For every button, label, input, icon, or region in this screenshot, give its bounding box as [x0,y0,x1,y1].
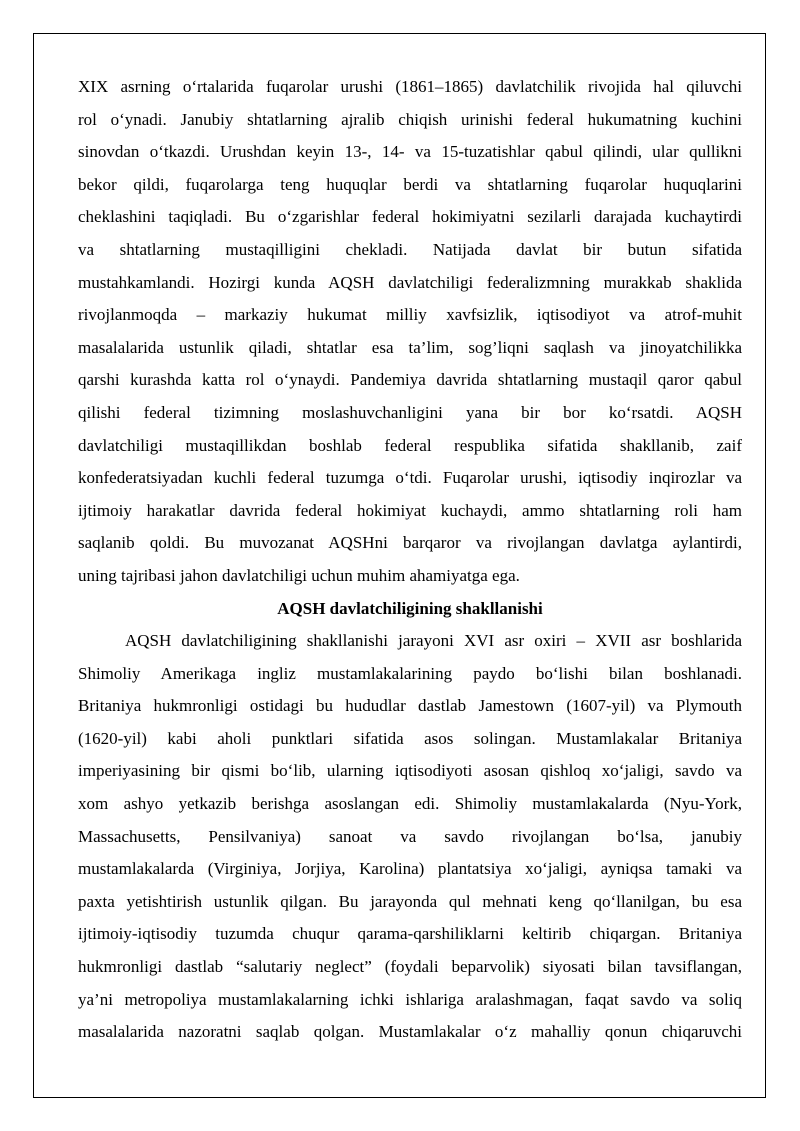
text-line: konfederatsiyadan kuchli federal tuzumga o‘tdi. Fuqarolar urushi, iqtisodiy inqirozlar va [78,468,742,488]
text-line: (1620-yil) kabi aholi punktlari sifatida asos solingan. Mustamlakalar Britaniya [78,728,742,748]
text-line: cheklashini taqiqladi. Bu o‘zgarishlar federal hokimiyatni sezilarli darajada kuchaytirdi [78,207,742,227]
text-line: qilishi federal tizimning moslashuvchanligini yana bir bor ko‘rsatdi. AQSH [78,402,742,422]
text-line: ijtimoiy-iqtisodiy tuzumda chuqur qarama-qarshiliklarni keltirib chiqargan. Britaniya [78,924,742,944]
text-line: paxta yetishtirish ustunlik qilgan. Bu jarayonda qul mehnati keng qo‘llanilgan, bu esa [78,891,742,911]
text-line: ijtimoiy harakatlar davrida federal hokimiyat kuchaydi, ammo shtatlarning roli ham [78,500,742,520]
text-line: davlatchiligi mustaqillikdan boshlab federal respublika sifatida shakllanib, zaif [78,435,742,455]
text-line: rol o‘ynadi. Janubiy shtatlarning ajralib chiqish urinishi federal hukumatning kuchini [78,109,742,129]
text-line: AQSH davlatchiligining shakllanishi jarayoni XVI asr oxiri – XVII asr boshlarida [125,631,742,651]
text-line: qarshi kurashda katta rol o‘ynaydi. Pandemiya davrida shtatlarning mustaqil qaror qabul [78,370,742,390]
paragraph-1 [78,71,742,593]
text-line: xom ashyo yetkazib berishga asoslangan edi. Shimoliy mustamlakalarda (Nyu-York, [78,794,742,814]
text-line: ya’ni metropoliya mustamlakalarning ichki ishlariga aralashmagan, faqat savdo va soliq [78,989,742,1009]
text-line: va shtatlarning mustaqilligini chekladi. Natijada davlat bir butun sifatida [78,239,742,259]
text-line: rivojlanmoqda – markaziy hukumat milliy xavfsizlik, iqtisodiyot va atrof-muhit [78,305,742,325]
text-line: mustamlakalarda (Virginiya, Jorjiya, Karolina) plantatsiya xo‘jaligi, ayniqsa tamaki va [78,859,742,879]
document-body [78,71,742,1049]
text-line: masalalarida nazoratni saqlab qolgan. Mustamlakalar o‘z mahalliy qonun chiqaruvchi [78,1022,742,1042]
text-line: hukmronligi dastlab “salutariy neglect” (foydali beparvolik) siyosati bilan tavsiflangan, [78,957,742,977]
text-line: sinovdan o‘tkazdi. Urushdan keyin 13-, 14- va 15-tuzatishlar qabul qilindi, ular qullikni [78,142,742,162]
text-line: Britaniya hukmronligi ostidagi bu hududlar dastlab Jamestown (1607-yil) va Plymouth [78,696,742,716]
text-line: Massachusetts, Pensilvaniya) sanoat va savdo rivojlangan bo‘lsa, janubiy [78,826,742,846]
text-line: Shimoliy Amerikaga ingliz mustamlakalarining paydo bo‘lishi bilan boshlanadi. [78,663,742,683]
text-line: masalalarida ustunlik qiladi, shtatlar esa ta’lim, sog’liqni saqlash va jinoyatchilikka [78,337,742,357]
section-heading: AQSH davlatchiligining shakllanishi [277,598,543,618]
text-line: saqlanib qoldi. Bu muvozanat AQSHni barqaror va rivojlangan davlatga aylantirdi, [78,533,742,553]
text-line: XIX asrning o‘rtalarida fuqarolar urushi (1861–1865) davlatchilik rivojida hal qiluvchi [78,77,742,96]
text-line: mustahkamlandi. Hozirgi kunda AQSH davlatchiligi federalizmning murakkab shaklida [78,272,742,292]
paragraph-2 [78,625,742,1049]
text-line: bekor qildi, fuqarolarga teng huquqlar berdi va shtatlarning fuqarolar huquqlarini [78,174,742,194]
text-line: uning tajribasi jahon davlatchiligi uchun muhim ahamiyatga ega. [78,565,520,585]
text-line: imperiyasining bir qismi bo‘lib, ularning iqtisodiyoti asosan qishloq xo‘jaligi, savdo va [78,761,742,781]
